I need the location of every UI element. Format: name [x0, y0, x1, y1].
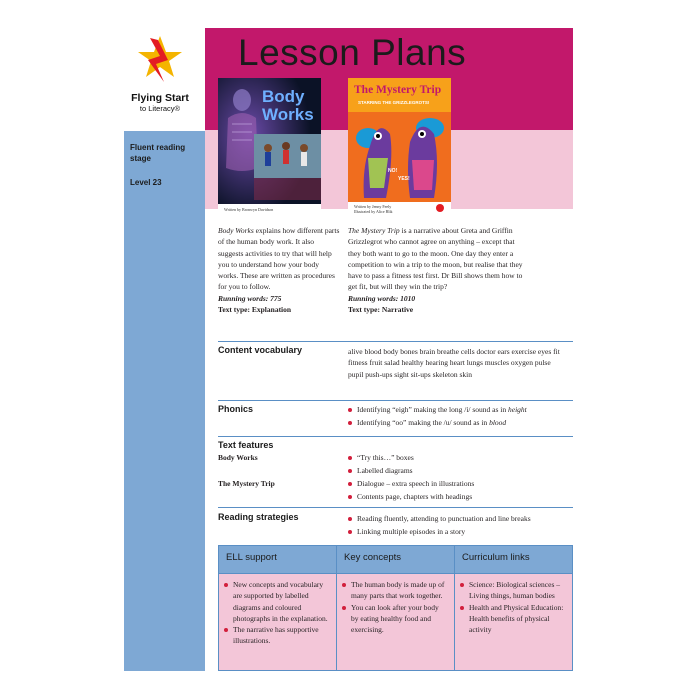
key-concepts-header: Key concepts: [336, 545, 454, 573]
text-features-mystery-trip-label: The Mystery Trip: [218, 479, 275, 488]
mystery-trip-cover-sub: STARRING THE GRIZZLEGROTS!: [358, 100, 430, 105]
list-item: Dialogue – extra speech in illustrations: [347, 478, 572, 491]
text-features-heading: Text features: [218, 440, 274, 450]
curriculum-links-header: Curriculum links: [454, 545, 573, 573]
phonics-item-2-text: Identifying “oo” making the /u/ sound as in: [357, 417, 490, 427]
mystery-trip-cover: [348, 78, 451, 218]
body-works-cover-title-2: Works: [262, 105, 314, 124]
body-works-cover-credit: Written by Bronwyn Davidson: [224, 207, 274, 212]
mystery-trip-cover-art: [348, 78, 451, 218]
phonics-item-2-word: blood: [489, 417, 507, 427]
divider: [218, 507, 573, 508]
reading-stage-label: Fluent reading stage: [130, 143, 186, 163]
phonics-list: [347, 404, 572, 429]
phonics-heading: Phonics: [218, 404, 254, 414]
content-vocabulary-words: alive blood body bones brain breathe cells doctor ears exercise eyes fit fitness fruit salad healthy hearing heart lungs muscles oxygen pulse pupil push-ups sight sit-ups skeleton skin: [348, 347, 560, 379]
list-item: Science: Biological sciences – Living things, human bodies: [459, 579, 567, 602]
mystery-trip-cover-credit-1: Written by Jenny Feely: [354, 204, 392, 209]
list-item: Reading fluently, attending to punctuation and line breaks: [347, 513, 572, 526]
body-works-desc-title: Body Works: [218, 226, 254, 235]
table-divider: [336, 545, 337, 671]
list-item: [347, 404, 572, 417]
divider: [218, 341, 573, 342]
level-label: Level 23: [130, 178, 162, 187]
phonics-item-1-text: Identifying “eigh” making the long /i/ sound as in: [357, 405, 509, 414]
list-item: You can look after your body by eating healthy food and exercising.: [341, 602, 448, 636]
svg-text:YES!: YES!: [398, 176, 410, 182]
divider: [218, 400, 573, 401]
mystery-trip-text-type: Text type: Narrative: [348, 305, 414, 315]
body-works-cover-title-1: Body: [262, 87, 305, 106]
sidebar: [124, 131, 205, 671]
mystery-trip-desc-text: is a narrative about Greta and Griffin Grizzlegrot who cannot agree on anything – except that they both want to go to the moon. One day they enter a competition to win a trip to the moon, but realise that they have to pass a fitness test first. Dr Bill shows them how to get fit, but will they win the trip?: [348, 226, 523, 292]
mystery-trip-desc-title: The Mystery Trip: [348, 226, 400, 235]
list-item: The narrative has supportive illustrations.: [223, 624, 330, 647]
phonics-item-1-word: height: [508, 405, 527, 414]
mystery-trip-running-words: Running words: 1010: [348, 293, 416, 303]
mystery-trip-description: [348, 225, 526, 315]
list-item: Health and Physical Education: Health benefits of physical activity: [459, 602, 567, 636]
list-item: [347, 417, 572, 430]
ell-support-header: ELL support: [218, 545, 336, 573]
list-item: Contents page, chapters with headings: [347, 491, 572, 504]
reading-strategies-heading: Reading strategies: [218, 512, 299, 522]
body-works-text-type: Text type: Explanation: [218, 305, 292, 315]
flying-start-logo: [120, 30, 200, 113]
mystery-trip-cover-credit-2: Illustrated by Alice Blik: [354, 209, 393, 214]
logo-line2: to Literacy®: [139, 104, 181, 113]
table-header-divider: [218, 573, 573, 574]
text-features-mystery-trip-list: [347, 478, 572, 503]
reading-strategies-list: [347, 513, 572, 538]
list-item: “Try this…” boxes: [347, 452, 572, 465]
text-features-body-works-list: [347, 452, 572, 477]
list-item: The human body is made up of many parts that work together.: [341, 579, 448, 602]
list-item: New concepts and vocabulary are supported by labelled diagrams and coloured photographs in the explanation.: [223, 579, 330, 624]
table-divider: [454, 545, 455, 671]
support-table-border: [218, 545, 573, 671]
content-vocabulary-heading: Content vocabulary: [218, 345, 303, 355]
divider: [218, 436, 573, 437]
text-features-body-works-label: Body Works: [218, 453, 258, 462]
body-works-desc-text: explains how different parts of the human body work. It also suggests activities to try that will help you to understand how your body works. These are written as procedures for you to follow.: [218, 226, 340, 292]
page-title: Lesson Plans: [238, 32, 467, 73]
body-works-running-words: Running words: 775: [218, 293, 282, 303]
mystery-trip-cover-title: The Mystery Trip: [354, 84, 442, 96]
star-logo-icon: [120, 30, 200, 92]
body-works-cover: [218, 78, 321, 218]
list-item: Labelled diagrams: [347, 465, 572, 478]
svg-text:NO!: NO!: [388, 168, 398, 174]
list-item: Linking multiple episodes in a story: [347, 526, 572, 539]
body-works-description: [218, 225, 340, 315]
logo-line1: Flying Start: [131, 92, 189, 104]
